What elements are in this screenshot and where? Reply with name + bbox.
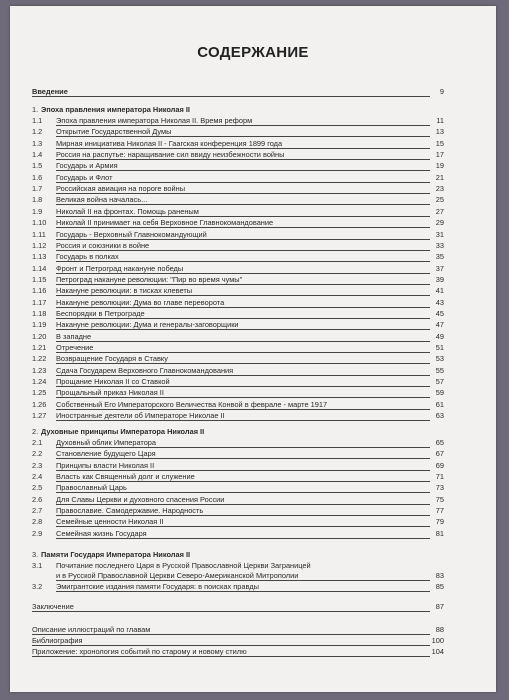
toc-entry-number: 1.21 (32, 343, 47, 352)
toc-entry-page: 67 (435, 449, 444, 459)
section-number: 2. (32, 427, 39, 436)
toc-entry-page: 100 (431, 636, 444, 645)
toc-entry-number: 2.1 (32, 438, 43, 447)
toc-entry-title: Прощальный приказ Николая II (56, 388, 164, 398)
toc-entry-title: Петроград накануне революции: "Пир во время чумы" (56, 274, 243, 284)
toc-entry-number: 2.9 (32, 528, 43, 538)
toc-entry-number: 1.17 (32, 297, 47, 307)
toc-entry-page: 65 (435, 438, 444, 447)
toc-entry (32, 230, 444, 240)
toc-entry (32, 517, 444, 527)
toc-entry-number: 1.9 (32, 206, 43, 216)
toc-entry (32, 286, 444, 296)
toc-entry-page: 69 (435, 460, 444, 470)
toc-entry-page: 71 (435, 472, 444, 482)
toc-entry-number: 2.2 (32, 449, 43, 459)
toc-entry-number: 1.16 (32, 286, 47, 296)
toc-entry-page: 39 (435, 274, 444, 284)
toc-entry-title: Духовный облик Императора (56, 438, 157, 447)
toc-entry-page: 27 (435, 206, 444, 216)
toc-entry (32, 354, 444, 364)
toc-entry-number: 1.20 (32, 331, 47, 341)
toc-entry-title: Николай II на фронтах. Помощь раненым (56, 206, 199, 216)
toc-entry-continued (32, 571, 444, 581)
toc-entry-page: 17 (435, 150, 444, 160)
toc-entry-title: Сдача Государем Верховного Главнокомандования (56, 365, 234, 375)
toc-entry (32, 161, 444, 171)
toc-entry-number: 1.8 (32, 195, 43, 205)
toc-entry-title: Россия и союзники в войне (56, 240, 150, 250)
toc-entry-title: Фронт и Петроград накануне победы (56, 263, 184, 273)
toc-entry (32, 400, 444, 410)
toc-entry-page: 87 (435, 602, 444, 611)
toc-entry-page: 21 (435, 172, 444, 182)
toc-entry-title: Описание иллюстраций по главам (32, 625, 151, 634)
toc-entry-title: Николай II принимает на себя Верховное Главнокомандование (56, 218, 274, 228)
toc-entry-number: 1.24 (32, 377, 47, 387)
toc-entry-title: Российская авиация на пороге войны (56, 184, 186, 194)
toc-entry-page: 9 (439, 87, 444, 96)
toc-entry-page: 73 (435, 483, 444, 493)
toc-entry-page: 51 (435, 343, 444, 352)
toc-entry (32, 343, 444, 353)
toc-entry-title: Мирная инициатива Николая II - Гаагская конференция 1899 года (56, 138, 283, 148)
toc-entry-page: 49 (435, 331, 444, 341)
toc-entry (32, 275, 444, 285)
toc-entry-title: Государь - Верховный Главнокомандующий (56, 229, 207, 239)
toc-entry (32, 582, 444, 592)
toc-entry-number: 1.19 (32, 320, 47, 330)
toc-entry-number: 1.12 (32, 240, 47, 250)
toc-entry-title: Государь и Флот (56, 172, 113, 182)
toc-entry-page: 31 (435, 229, 444, 239)
toc-entry-number: 1.25 (32, 388, 47, 398)
toc-entry (32, 388, 444, 398)
toc-entry-number: 1.10 (32, 218, 47, 228)
toc-entry-title: Беспорядки в Петрограде (56, 308, 145, 318)
section-title: Памяти Государя Императора Николая II (41, 550, 191, 559)
toc-entry-title: В западне (56, 331, 92, 341)
toc-entry-title: Почитание последнего Царя в Русской Православной Церкви Заграницей (56, 561, 311, 570)
toc-entry-title-line2: и в Русской Православной Церкви Северо-Американской Митрополии (56, 571, 299, 580)
toc-entry-page: 11 (436, 116, 444, 125)
toc-entry (32, 506, 444, 516)
toc-entry (32, 529, 444, 539)
toc-entry-title: Семейные ценности Николая II (56, 517, 164, 527)
toc-entry-page: 37 (435, 263, 444, 273)
toc-entry (32, 495, 444, 505)
toc-entry-title: Приложение: хронология событий по старому и новому стилю (32, 647, 247, 656)
toc-entry-title: Заключение (32, 602, 74, 611)
toc-entry-page: 85 (435, 582, 444, 591)
toc-entry-title: Возвращение Государя в Ставку (56, 354, 168, 364)
toc-entry-number: 2.8 (32, 517, 43, 527)
toc-entry-title: Эмигрантские издания памяти Государя: в поисках правды (56, 582, 259, 591)
toc-entry (32, 332, 444, 342)
toc-entry-title: Становление будущего Царя (56, 449, 156, 459)
toc-entry-title: Власть как Священный долг и служение (56, 472, 195, 482)
toc-entry-page: 81 (435, 528, 444, 538)
toc-entry (32, 472, 444, 482)
toc-entry-page: 75 (435, 494, 444, 504)
toc-entry (32, 461, 444, 471)
toc-entry-title: Государь и Армия (56, 161, 118, 171)
toc-entry (32, 264, 444, 274)
toc-entry-title: Отречение (56, 343, 94, 352)
toc-entry-title: Библиография (32, 636, 83, 645)
toc-entry-page: 15 (435, 138, 444, 148)
section-title: Эпоха правления императора Николая II (41, 105, 190, 114)
toc-entry-page: 43 (435, 297, 444, 307)
toc-entry-title: Семейная жизнь Государя (56, 528, 147, 538)
toc-entry-page: 61 (435, 399, 444, 409)
toc-entry (32, 309, 444, 319)
toc-entry-title: Собственный Его Императорского Величества Конвой в феврале - марте 1917 (56, 399, 328, 409)
section-title: Духовные принципы Императора Николая II (41, 427, 205, 436)
toc-entry-title: Прощание Николая II со Ставкой (56, 377, 170, 387)
toc-entry (32, 411, 444, 421)
toc-entry-number: 2.3 (32, 460, 43, 470)
toc-entry (32, 449, 444, 459)
toc-entry-title: Православный Царь (56, 483, 127, 493)
toc-entry-appendix (32, 636, 444, 646)
toc-entry-number: 1.11 (32, 229, 46, 239)
toc-entry (32, 207, 444, 217)
toc-entry (32, 438, 444, 448)
section-heading-3 (32, 550, 444, 560)
section-heading-2 (32, 427, 444, 437)
toc-entry-number: 1.23 (32, 365, 47, 375)
toc-entry-number: 1.6 (32, 172, 43, 182)
toc-entry-number: 2.5 (32, 483, 43, 493)
toc-entry-page: 29 (435, 218, 444, 228)
toc-entry-number: 1.5 (32, 161, 43, 171)
toc-entry-page: 88 (435, 625, 444, 634)
toc-entry-page: 19 (435, 161, 444, 171)
toc-entry-title: Введение (32, 87, 68, 96)
toc-entry-number: 2.4 (32, 472, 43, 482)
toc-entry-page: 13 (435, 127, 444, 137)
toc-entry (32, 139, 444, 149)
toc-entry-intro (32, 87, 444, 97)
toc-entry-page: 63 (435, 411, 444, 421)
toc-entry (32, 483, 444, 493)
toc-entry-number: 1.22 (32, 354, 47, 364)
toc-entry (32, 173, 444, 183)
toc-entry-number: 1.13 (32, 252, 47, 262)
toc-entry-page: 83 (435, 571, 444, 580)
toc-entry (32, 218, 444, 228)
toc-entry-number: 3.2 (32, 582, 43, 591)
toc-entry-number: 1.7 (32, 184, 43, 194)
toc-entry-number: 1.18 (32, 308, 47, 318)
section-number: 3. (32, 550, 39, 559)
toc-entry-page: 59 (435, 388, 444, 398)
toc-entry (32, 116, 444, 126)
toc-entry-title: Накануне революции: Дума во главе переворота (56, 297, 225, 307)
toc-entry (32, 320, 444, 330)
toc-entry-title: Великая война началась... (56, 195, 148, 205)
toc-entry (32, 366, 444, 376)
toc-entry-title: Иностранные деятели об Императоре Николае II (56, 411, 225, 421)
toc-entry-number: 2.6 (32, 494, 43, 504)
section-heading-1 (32, 105, 444, 115)
toc-entry-number: 1.4 (32, 150, 43, 160)
toc-entry-page: 79 (435, 517, 444, 527)
toc-entry (32, 241, 444, 251)
toc-entry-page: 47 (435, 320, 444, 330)
toc-entry-title: Православие. Самодержавие. Народность (56, 506, 204, 516)
toc-entry-page: 77 (435, 506, 444, 516)
toc-entry-page: 57 (435, 377, 444, 387)
toc-entry-page: 23 (435, 184, 444, 194)
toc-entry (32, 195, 444, 205)
toc-entry-page: 53 (435, 354, 444, 364)
toc-entry-number: 1.2 (32, 127, 43, 137)
toc-entry (32, 561, 444, 571)
toc-entry-title: Эпоха правления императора Николая II. Время реформ (56, 116, 253, 125)
section-number: 1. (32, 105, 39, 114)
toc-entry-title: Принципы власти Николая II (56, 460, 155, 470)
toc-entry-number: 1.14 (32, 263, 47, 273)
toc-entry-number: 1.27 (32, 411, 47, 421)
toc-entry (32, 377, 444, 387)
toc-entry-page: 25 (435, 195, 444, 205)
toc-entry-page: 104 (431, 647, 444, 656)
toc-entry-page: 41 (435, 286, 444, 296)
toc-entry-page: 35 (435, 252, 444, 262)
toc-entry-title: Накануне революции: в тисках клеветы (56, 286, 193, 296)
toc-entry-number: 1.3 (32, 138, 43, 148)
toc-entry (32, 252, 444, 262)
toc-entry-page: 55 (435, 365, 444, 375)
toc-entry-page: 33 (435, 240, 444, 250)
toc-entry-number: 1.15 (32, 274, 47, 284)
toc-entry-conclusion (32, 602, 444, 612)
toc-entry (32, 184, 444, 194)
toc-entry-title: Россия на распутье: наращивание сил ввиду неизбежности войны (56, 150, 285, 160)
toc-entry (32, 127, 444, 137)
page-title: СОДЕРЖАНИЕ (197, 44, 309, 61)
toc-entry-appendix (32, 647, 444, 657)
toc-entry-appendix (32, 625, 444, 635)
toc-entry (32, 298, 444, 308)
toc-entry-number: 2.7 (32, 506, 43, 516)
toc-entry-title: Для Славы Церкви и духовного спасения России (56, 494, 225, 504)
toc-entry-number: 3.1 (32, 561, 43, 570)
toc-entry-title: Накануне революции: Дума и генералы-заговорщики (56, 320, 239, 330)
toc-entry (32, 150, 444, 160)
toc-entry-number: 1.26 (32, 399, 47, 409)
toc-entry-page: 45 (435, 308, 444, 318)
toc-page (10, 6, 496, 692)
toc-entry-title: Государь в полках (56, 252, 119, 262)
toc-entry-title: Открытие Государственной Думы (56, 127, 172, 137)
toc-entry-number: 1.1 (32, 116, 43, 125)
